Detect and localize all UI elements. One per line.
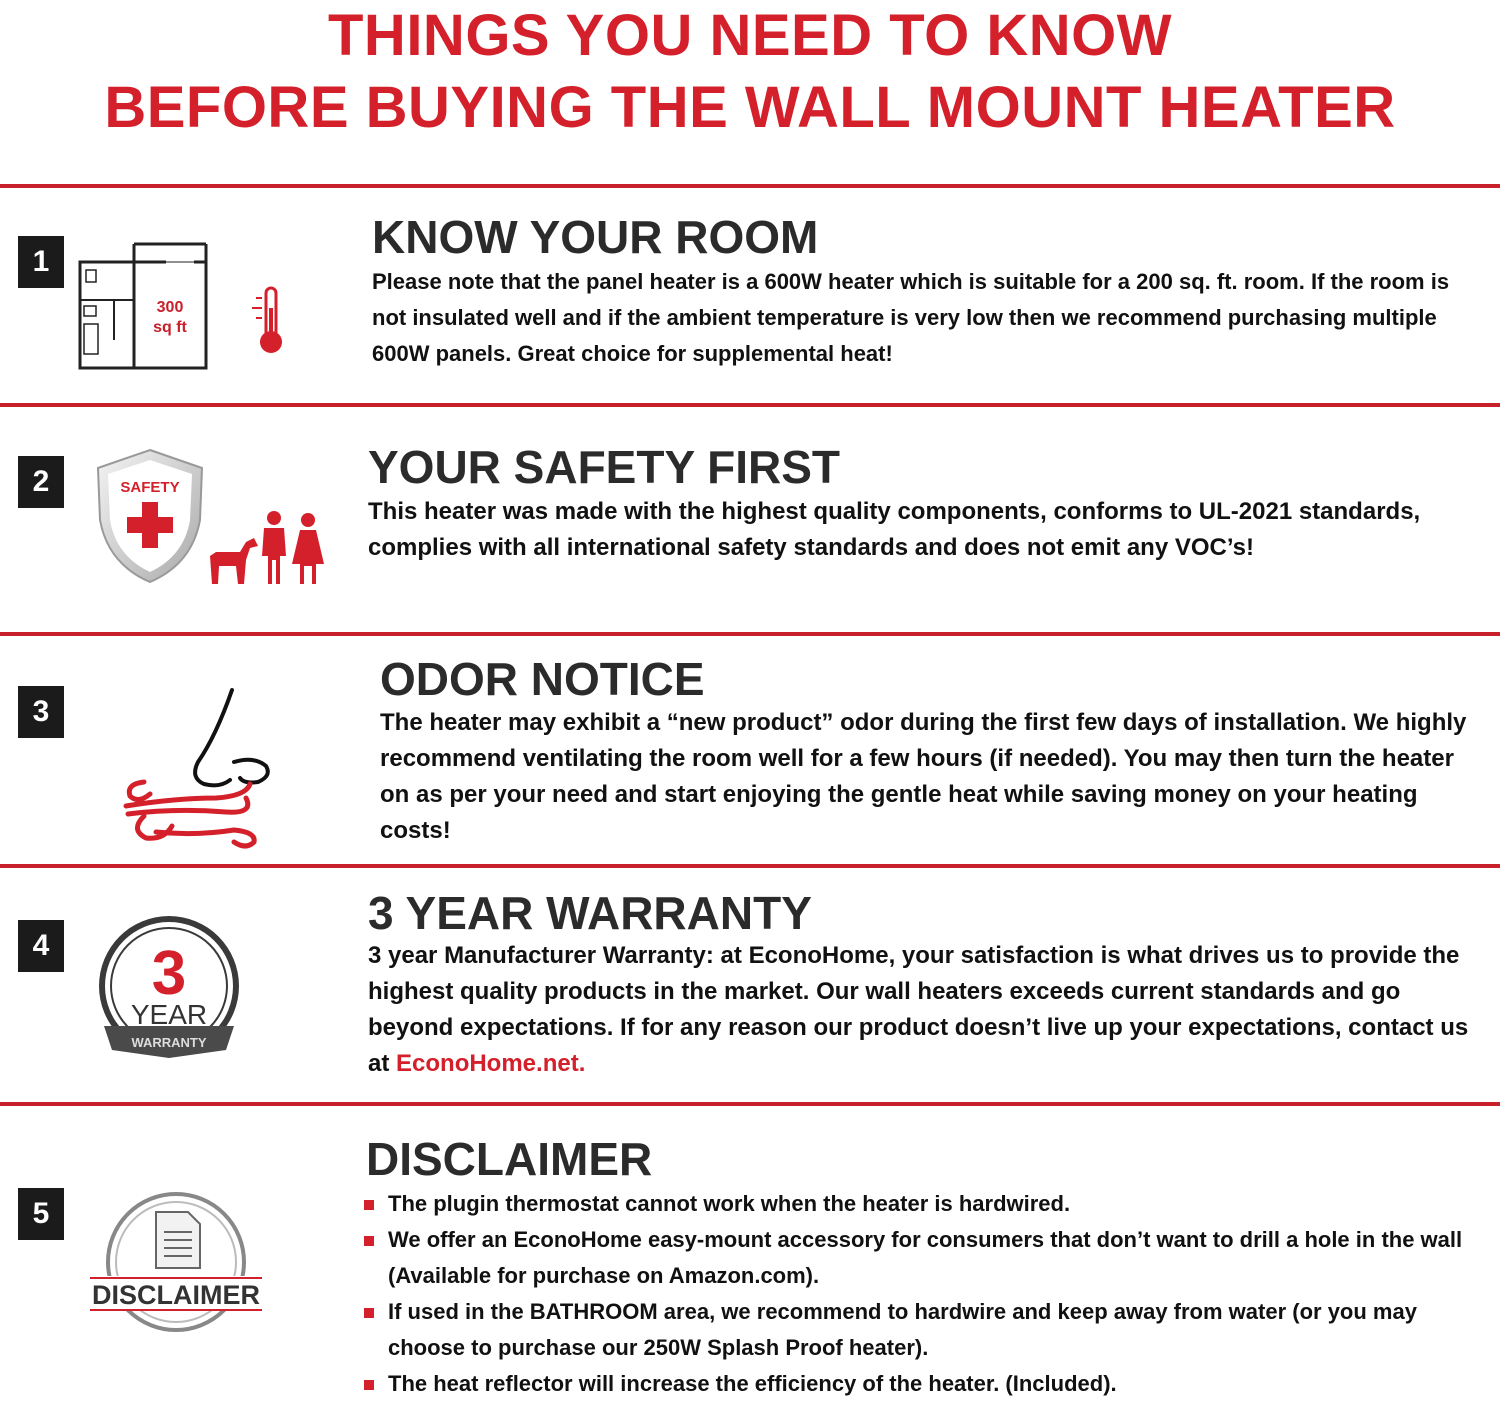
badge-number: 3 bbox=[151, 939, 187, 1008]
thermometer-icon bbox=[248, 284, 288, 356]
warranty-badge-icon bbox=[94, 914, 244, 1064]
divider bbox=[0, 184, 1500, 188]
section-heading: ODOR NOTICE bbox=[380, 653, 705, 705]
section-number: 3 bbox=[18, 686, 64, 738]
section-body: Please note that the panel heater is a 600W heater which is suitable for a 200 sq. ft. room. If the room is not insulated well and if the ambient temperature is very low then we recommend purchasing multiple 600W panels. Great choice for supplemental heat! bbox=[372, 269, 1450, 366]
disclaimer-list bbox=[364, 1186, 1474, 1402]
page-title bbox=[0, 0, 1500, 144]
badge-year: YEAR bbox=[130, 999, 208, 1030]
section-heading: YOUR SAFETY FIRST bbox=[368, 441, 840, 493]
disclaimer-document-icon bbox=[88, 1190, 264, 1334]
section-body: This heater was made with the highest quality components, conforms to UL-2021 standards, complies with all international safety standards and does not emit any VOC’s! bbox=[368, 498, 1421, 561]
section-number: 2 bbox=[18, 456, 64, 508]
econohome-link[interactable]: EconoHome.net. bbox=[396, 1050, 586, 1077]
room-size-unit: sq ft bbox=[153, 319, 187, 336]
title-line-1: THINGS YOU NEED TO KNOW bbox=[328, 3, 1172, 68]
divider bbox=[0, 1102, 1500, 1106]
list-item: The plugin thermostat cannot work when the heater is hardwired. bbox=[364, 1186, 1474, 1222]
warranty-text: 3 year Manufacturer Warranty: at EconoHome, your satisfaction is what drives us to provide the highest quality products in the market. Our wall heaters exceeds current standards and go beyond expectations. If for any reason our product doesn’t live up your expectations, contact us at bbox=[368, 942, 1469, 1077]
section-number: 5 bbox=[18, 1188, 64, 1240]
section-body: The heater may exhibit a “new product” odor during the first few days of installation. We highly recommend ventilating the room well for a few hours (if needed). You may then turn the heater on as per your need and start enjoying the gentle heat while saving money on your heating costs! bbox=[380, 709, 1467, 844]
divider bbox=[0, 632, 1500, 636]
room-floorplan-icon bbox=[76, 240, 216, 374]
section-number: 1 bbox=[18, 236, 64, 288]
list-item: The heat reflector will increase the efficiency of the heater. (Included). bbox=[364, 1366, 1474, 1402]
divider bbox=[0, 864, 1500, 868]
section-body bbox=[368, 938, 1478, 1082]
safety-shield-icon bbox=[92, 446, 208, 586]
section-heading: KNOW YOUR ROOM bbox=[372, 211, 819, 263]
list-item: We offer an EconoHome easy-mount accessory for consumers that don’t want to drill a hole in the wall (Available for purchase on Amazon.com). bbox=[364, 1222, 1474, 1294]
family-dog-icon bbox=[206, 508, 330, 586]
shield-label: SAFETY bbox=[120, 479, 180, 496]
list-item: If used in the BATHROOM area, we recommend to hardwire and keep away from water (or you may choose to purchase our 250W Splash Proof heater). bbox=[364, 1294, 1474, 1366]
divider bbox=[0, 403, 1500, 407]
title-line-2: BEFORE BUYING THE WALL MOUNT HEATER bbox=[104, 75, 1396, 140]
nose-odor-icon bbox=[116, 686, 276, 850]
section-number: 4 bbox=[18, 920, 64, 972]
room-size-label: 300 bbox=[156, 299, 184, 316]
section-heading: DISCLAIMER bbox=[366, 1133, 653, 1185]
badge-ribbon: WARRANTY bbox=[131, 1035, 207, 1050]
disclaimer-badge-label: DISCLAIMER bbox=[92, 1280, 260, 1310]
section-heading: 3 YEAR WARRANTY bbox=[368, 887, 812, 939]
